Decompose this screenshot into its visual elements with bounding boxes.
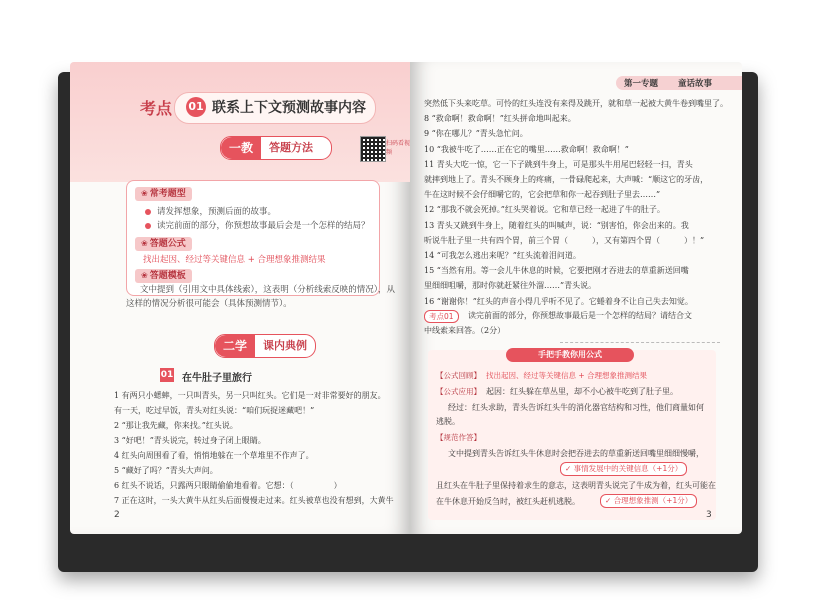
method-box — [126, 180, 380, 296]
title-number: 01 — [186, 97, 206, 117]
story-paragraph: 1 有两只小蟋蟀，一只叫青头，另一只叫红头。它们是一对非常要好的朋友。 — [114, 391, 386, 400]
bullet-icon — [145, 223, 151, 229]
standard-answer-line: 在牛休息开始反刍时，被红头赶机逃脱。 — [436, 497, 580, 506]
formula-apply-label: 【公式应用】 — [436, 387, 481, 396]
book-icon: ❀ — [141, 189, 148, 198]
story-paragraph: 16 “谢谢你！”红头的声音小得几乎听不见了。它蜷着身不让自己失去知觉。 — [424, 296, 693, 306]
story-paragraph: 15 “当然有用。等一会儿牛休息的时候，它要把刚才吞进去的草重新送回嘴 — [424, 266, 689, 276]
header-topic: 第一专题 — [624, 79, 659, 89]
hand-guide-title: 手把手教你用公式 — [506, 348, 634, 362]
story-paragraph: 14 “可我怎么逃出来呢？”红头流着泪问道。 — [424, 251, 581, 261]
formula-review-text: 找出起因、经过等关键信息 + 合理想象推测结果 — [486, 371, 648, 380]
page-number: 2 — [114, 510, 120, 520]
section-tab-label: 一教 — [221, 137, 261, 159]
story-paragraph: 12 “那我不就会死掉。”红头哭着说。它和草已经一起进了牛的肚子。 — [424, 205, 665, 215]
check-icon: ✓ — [565, 464, 574, 473]
example-number: 01 — [160, 370, 174, 380]
qr-code-icon[interactable] — [360, 136, 386, 162]
story-paragraph: 突然低下头来吃草。可怜的红头连没有来得及跳开，就和草一起被大黄牛卷到嘴里了。 — [424, 99, 728, 108]
common-question-label: ❀ 常考题型 — [135, 187, 192, 201]
story-paragraph: 6 红头不说话，只露两只眼睛偷偷地看着。它想：（ ） — [114, 481, 342, 490]
section-tab-text: 课内典例 — [263, 339, 307, 352]
title-label: 考点 — [140, 99, 173, 118]
process-text: 经过：红头求助，青头告诉红头牛的消化器官结构和习性，他们商量如何 — [448, 403, 704, 412]
common-item: 请发挥想象，预测后面的故事。 — [157, 207, 277, 217]
section-tab-text: 答题方法 — [269, 141, 313, 154]
left-page — [70, 62, 410, 534]
book-icon: ❀ — [141, 239, 148, 248]
section-tab-teach — [220, 136, 332, 160]
story-paragraph: 10 “我被牛吃了……正在它的嘴里……救命啊！救命啊！” — [424, 144, 629, 154]
formula-apply-text: 起因：红头躲在草丛里，却不小心被牛吃到了肚子里。 — [486, 387, 678, 396]
score-mark: ✓ 事情发展中的关键信息（+1分） — [560, 462, 687, 476]
story-paragraph: 就摔到地上了。青头不顾身上的疼痛，一骨碌爬起来，大声喊：“顺这它的牙齿， — [424, 175, 709, 185]
standard-answer-label: 【规范作答】 — [436, 433, 481, 442]
formula-review-label: 【公式回顾】 — [436, 371, 481, 380]
template-line: 这样的情况分析很可能会（具体预测情节）。 — [126, 299, 292, 309]
question-line: 读完前面的部分，你预想故事最后是一个怎样的结局？请结合文 — [468, 311, 692, 320]
standard-answer-line: 文中提到青头告诉红头牛休息时会把吞进去的草重新送回嘴里细细慢嚼， — [448, 449, 704, 458]
story-paragraph: 11 青头大吃一惊，它一下子跳到牛身上，可是那头牛用尾巴轻轻一扫，青头 — [424, 159, 693, 169]
story-paragraph: 牛在这时候不会仔细嚼它的，它会把草和你一起吞到肚子里去……” — [424, 190, 661, 200]
bullet-icon — [145, 209, 151, 215]
section-tab-label: 二学 — [215, 335, 255, 357]
common-item: 读完前面的部分，你预想故事最后会是一个怎样的结局？ — [157, 221, 370, 231]
story-text — [424, 96, 728, 309]
story-paragraph: 听说牛肚子里一共有四个胃，前三个胃（ ），又有第四个胃（ ）！” — [424, 235, 705, 245]
story-paragraph: 有一天，吃过早饭，青头对红头说：“咱们玩捉迷藏吧！” — [114, 406, 315, 415]
qr-tip: 扫码看视频 — [386, 140, 410, 156]
formula-text: 找出起因、经过等关键信息 + 合理想象推测结果 — [143, 255, 326, 265]
story-paragraph: 9 “你在哪儿？”青头急忙问。 — [424, 129, 528, 139]
story-paragraph: 2 “那让我先藏，你来找。”红头说。 — [114, 421, 238, 430]
right-page — [410, 62, 742, 534]
standard-answer-line: 且红头在牛肚子里保持着求生的意志，这表明青头说完了牛成为着，红头可能在 — [436, 481, 716, 490]
example-title: 在牛肚子里旅行 — [182, 373, 252, 384]
book-icon: ❀ — [141, 271, 148, 280]
template-line: 文中提到（引用文中具体线索），这表明（分析线索反映的情况），从 — [140, 285, 396, 295]
story-paragraph: 3 “好吧！”青头说完，转过身子闭上眼睛。 — [114, 436, 266, 445]
section-tab-learn — [214, 334, 316, 358]
page-title: 联系上下文预测故事内容 — [212, 100, 366, 116]
check-icon: ✓ — [605, 496, 614, 505]
story-paragraph: 8 “救命啊！救命啊！”红头拼命地叫起来。 — [424, 114, 576, 124]
score-mark: ✓ 合理想象推测（+1分） — [600, 494, 697, 508]
page-number: 3 — [706, 510, 712, 520]
story-text — [114, 388, 404, 508]
story-paragraph: 4 红头向周围看了看，悄悄地躲在一个草堆里不作声了。 — [114, 451, 314, 460]
question-tag: 考点01 — [424, 310, 459, 323]
divider — [560, 342, 720, 343]
question-line: 中线索来回答。（2分） — [424, 326, 506, 335]
process-text: 逃脱。 — [436, 417, 460, 426]
formula-label: ❀ 答题公式 — [135, 237, 192, 251]
story-paragraph: 13 青头又跳到牛身上，随着红头的叫喊声，说：“别害怕，你会出来的。我 — [424, 220, 689, 230]
template-label: ❀ 答题模板 — [135, 269, 192, 283]
story-paragraph: 7 正在这时，一头大黄牛从红头后面慢慢走过来。红头被草也没有想到，大黄牛 — [114, 496, 394, 505]
story-paragraph: 5 “藏好了吗？”青头大声问。 — [114, 466, 218, 475]
story-paragraph: 里细细咀嚼，那时你就赶紧往外溜……”青头说。 — [424, 281, 597, 291]
header-title: 童话故事 — [678, 79, 713, 89]
